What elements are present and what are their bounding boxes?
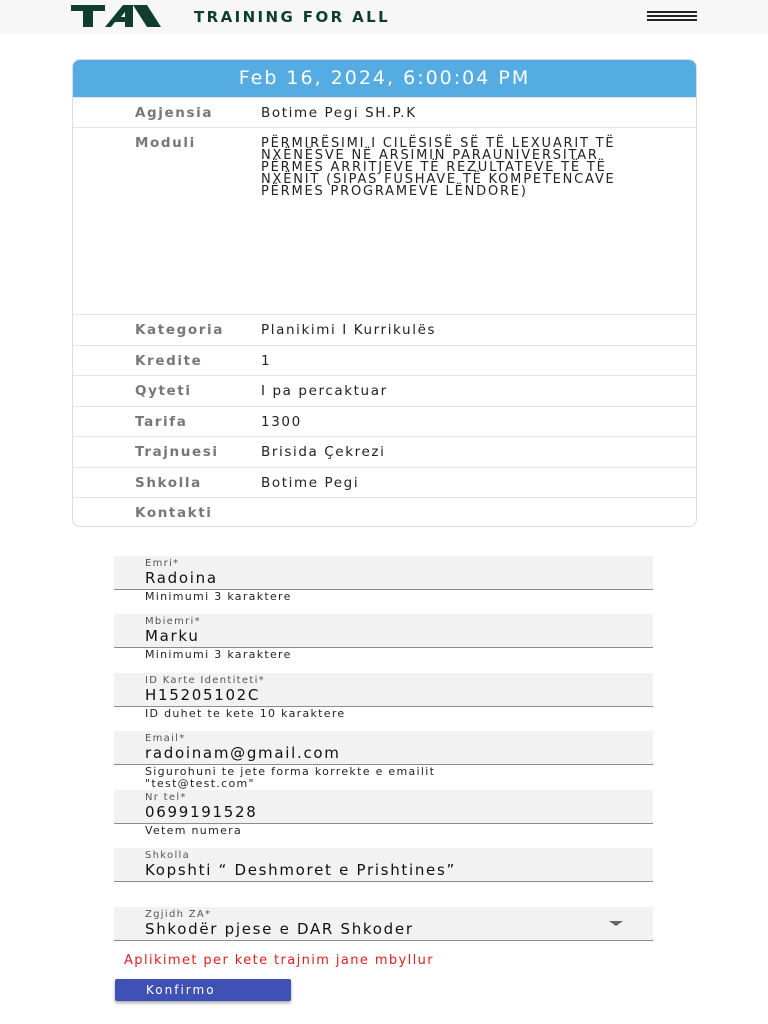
school-input[interactable]: Kopshti “ Deshmoret e Prishtines” bbox=[145, 861, 456, 879]
info-row-qyteti bbox=[73, 375, 696, 406]
email-hint-example: "test@test.com" bbox=[145, 777, 255, 790]
info-row-shkolla bbox=[73, 467, 696, 498]
info-value: PËRMIRËSIMI I CILËSISË SË TË LEXUARIT TË NXËNËSVE NË ARSIMIN PARAUNIVERSITAR PËRMES ARRITJEVE TË REZULTATEVE TË TË NXËNIT (SIPAS FUSHAVE TË KOMPETENCAVE PËRMES PROGRAMEVE LËNDORE) bbox=[261, 136, 616, 199]
phone-field[interactable] bbox=[114, 790, 653, 824]
info-label: Agjensia bbox=[135, 105, 214, 121]
first-name-hint: Minimumi 3 karaktere bbox=[145, 590, 292, 603]
za-selected-value[interactable]: Shkodër pjese e DAR Shkoder bbox=[145, 920, 414, 938]
hamburger-menu-icon[interactable] bbox=[647, 11, 697, 25]
training-info-card bbox=[72, 59, 697, 527]
email-field[interactable] bbox=[114, 731, 653, 765]
phone-input[interactable]: 0699191528 bbox=[145, 803, 258, 821]
info-value: Botime Pegi SH.P.K bbox=[261, 105, 417, 121]
info-label: Tarifa bbox=[135, 413, 188, 430]
app-header bbox=[0, 0, 768, 34]
info-value: 1300 bbox=[261, 413, 302, 430]
last-name-input[interactable]: Marku bbox=[145, 627, 200, 645]
info-label: Kategoria bbox=[135, 322, 224, 338]
confirm-button[interactable]: Konfirmo bbox=[115, 979, 291, 1001]
info-row-kontakti bbox=[73, 497, 696, 527]
dropdown-arrow-icon[interactable] bbox=[609, 921, 623, 926]
email-hint-line: Sigurohuni te jete forma korrekte e emailit bbox=[145, 765, 436, 778]
field-label: ID Karte Identiteti* bbox=[145, 675, 265, 686]
info-value: Planikimi I Kurrikulës bbox=[261, 322, 437, 338]
info-label: Trajnuesi bbox=[135, 444, 219, 460]
field-label: Nr tel* bbox=[145, 792, 187, 803]
last-name-hint: Minimumi 3 karaktere bbox=[145, 648, 292, 661]
info-value: Botime Pegi bbox=[261, 474, 360, 491]
info-label: Moduli bbox=[135, 135, 196, 151]
info-row-kategoria bbox=[73, 314, 696, 345]
last-name-field[interactable] bbox=[114, 614, 653, 648]
info-row-trajnuesi bbox=[73, 436, 696, 467]
email-input[interactable]: radoinam@gmail.com bbox=[145, 744, 341, 762]
field-label: Mbiemri* bbox=[145, 616, 201, 627]
field-label: Shkolla bbox=[145, 850, 191, 861]
field-label: Emri* bbox=[145, 558, 180, 569]
card-datetime: Feb 16, 2024, 6:00:04 PM bbox=[73, 60, 696, 97]
info-value bbox=[261, 498, 696, 527]
info-row-moduli bbox=[73, 127, 696, 314]
field-label: Zgjidh ZA* bbox=[145, 909, 212, 920]
info-row-agjensia bbox=[73, 97, 696, 127]
info-value: 1 bbox=[261, 352, 272, 369]
za-select[interactable] bbox=[114, 907, 653, 941]
info-label: Shkolla bbox=[135, 474, 202, 491]
phone-hint: Vetem numera bbox=[145, 824, 243, 837]
id-card-hint: ID duhet te kete 10 karaktere bbox=[145, 707, 346, 720]
applications-closed-message: Aplikimet per kete trajnim jane mbyllur bbox=[124, 953, 435, 968]
school-field[interactable] bbox=[114, 848, 653, 882]
first-name-input[interactable]: Radoina bbox=[145, 569, 218, 587]
info-label: Qyteti bbox=[135, 383, 192, 399]
t4a-logo[interactable] bbox=[71, 5, 161, 27]
info-value: Brisida Çekrezi bbox=[261, 444, 386, 460]
field-label: Email* bbox=[145, 733, 186, 744]
id-card-input[interactable]: H15205102C bbox=[145, 686, 261, 704]
info-value: I pa percaktuar bbox=[261, 383, 388, 399]
brand-title: TRAINING FOR ALL bbox=[194, 8, 391, 26]
first-name-field[interactable] bbox=[114, 556, 653, 590]
info-label: Kontakti bbox=[135, 505, 213, 521]
info-label: Kredite bbox=[135, 352, 203, 369]
email-hint bbox=[145, 766, 435, 790]
info-row-tarifa bbox=[73, 406, 696, 437]
id-card-field[interactable] bbox=[114, 673, 653, 707]
info-row-kredite bbox=[73, 345, 696, 376]
